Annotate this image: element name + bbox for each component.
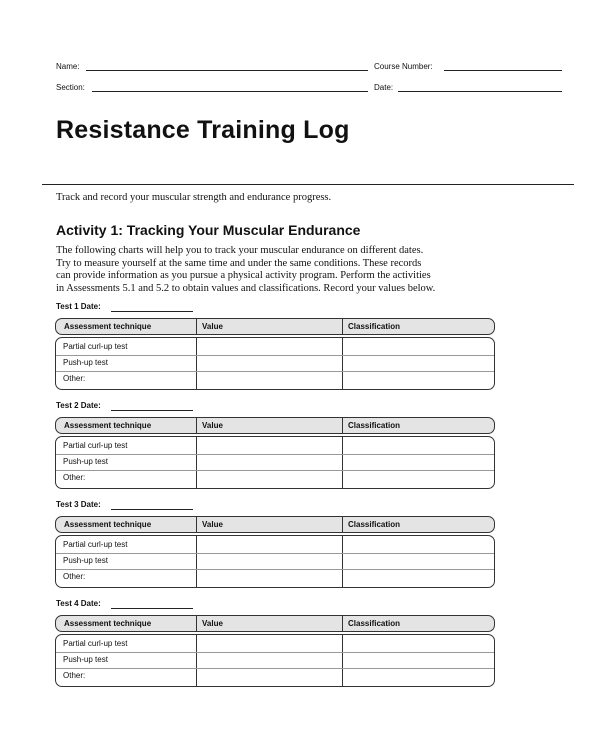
test-2-date-label: Test 2 Date: [56, 401, 101, 410]
title-divider [42, 184, 574, 185]
table-header [55, 516, 495, 533]
table-body [55, 436, 495, 489]
table-body [55, 337, 495, 390]
description-line: Try to measure yourself at the same time and under the same conditions. These records [56, 257, 422, 269]
header-technique: Assessment technique [64, 520, 152, 529]
table-body [55, 535, 495, 588]
table-row-push-up: Push-up test [63, 556, 108, 565]
table-row-push-up: Push-up test [63, 655, 108, 664]
test-4-date-label: Test 4 Date: [56, 599, 101, 608]
test-3-date-field[interactable] [111, 509, 193, 510]
section-label: Section: [56, 83, 85, 92]
header-technique: Assessment technique [64, 619, 152, 628]
header-classification: Classification [348, 421, 401, 430]
table-row-other: Other: [63, 374, 86, 383]
header-value: Value [202, 421, 223, 430]
test-4-table [55, 615, 495, 687]
table-header [55, 318, 495, 335]
description-line: in Assessments 5.1 and 5.2 to obtain values and classifications. Record your values below. [56, 282, 436, 294]
name-label: Name: [56, 62, 80, 71]
section-field[interactable] [92, 91, 368, 92]
test-1-table [55, 318, 495, 390]
table-row-other: Other: [63, 572, 86, 581]
header-value: Value [202, 619, 223, 628]
test-1-date-label: Test 1 Date: [56, 302, 101, 311]
name-field[interactable] [86, 70, 368, 71]
activity-heading: Activity 1: Tracking Your Muscular Endurance [56, 222, 361, 238]
header-classification: Classification [348, 322, 401, 331]
table-row-curl-up: Partial curl-up test [63, 441, 128, 450]
date-label: Date: [374, 83, 394, 92]
header-technique: Assessment technique [64, 421, 152, 430]
table-header [55, 615, 495, 632]
course-number-label: Course Number: [374, 62, 433, 71]
description-line: can provide information as you pursue a physical activity program. Perform the activities [56, 270, 431, 281]
table-row-push-up: Push-up test [63, 457, 108, 466]
page-title: Resistance Training Log [56, 116, 350, 144]
date-field[interactable] [398, 91, 562, 92]
header-value: Value [202, 520, 223, 529]
table-body [55, 634, 495, 687]
table-row-push-up: Push-up test [63, 358, 108, 367]
header-classification: Classification [348, 520, 401, 529]
table-header [55, 417, 495, 434]
table-row-curl-up: Partial curl-up test [63, 342, 128, 351]
course-number-field[interactable] [444, 70, 562, 71]
table-row-curl-up: Partial curl-up test [63, 639, 128, 648]
table-row-other: Other: [63, 671, 86, 680]
test-2-table [55, 417, 495, 489]
test-1-date-field[interactable] [111, 311, 193, 312]
test-3-date-label: Test 3 Date: [56, 500, 101, 509]
table-row-other: Other: [63, 473, 86, 482]
test-4-date-field[interactable] [111, 608, 193, 609]
test-2-date-field[interactable] [111, 410, 193, 411]
table-row-curl-up: Partial curl-up test [63, 540, 128, 549]
activity-description [56, 245, 536, 295]
subtitle: Track and record your muscular strength and endurance progress. [56, 192, 332, 203]
header-classification: Classification [348, 619, 401, 628]
header-technique: Assessment technique [64, 322, 152, 331]
header-value: Value [202, 322, 223, 331]
description-line: The following charts will help you to track your muscular endurance on different dates. [56, 245, 424, 256]
test-3-table [55, 516, 495, 588]
